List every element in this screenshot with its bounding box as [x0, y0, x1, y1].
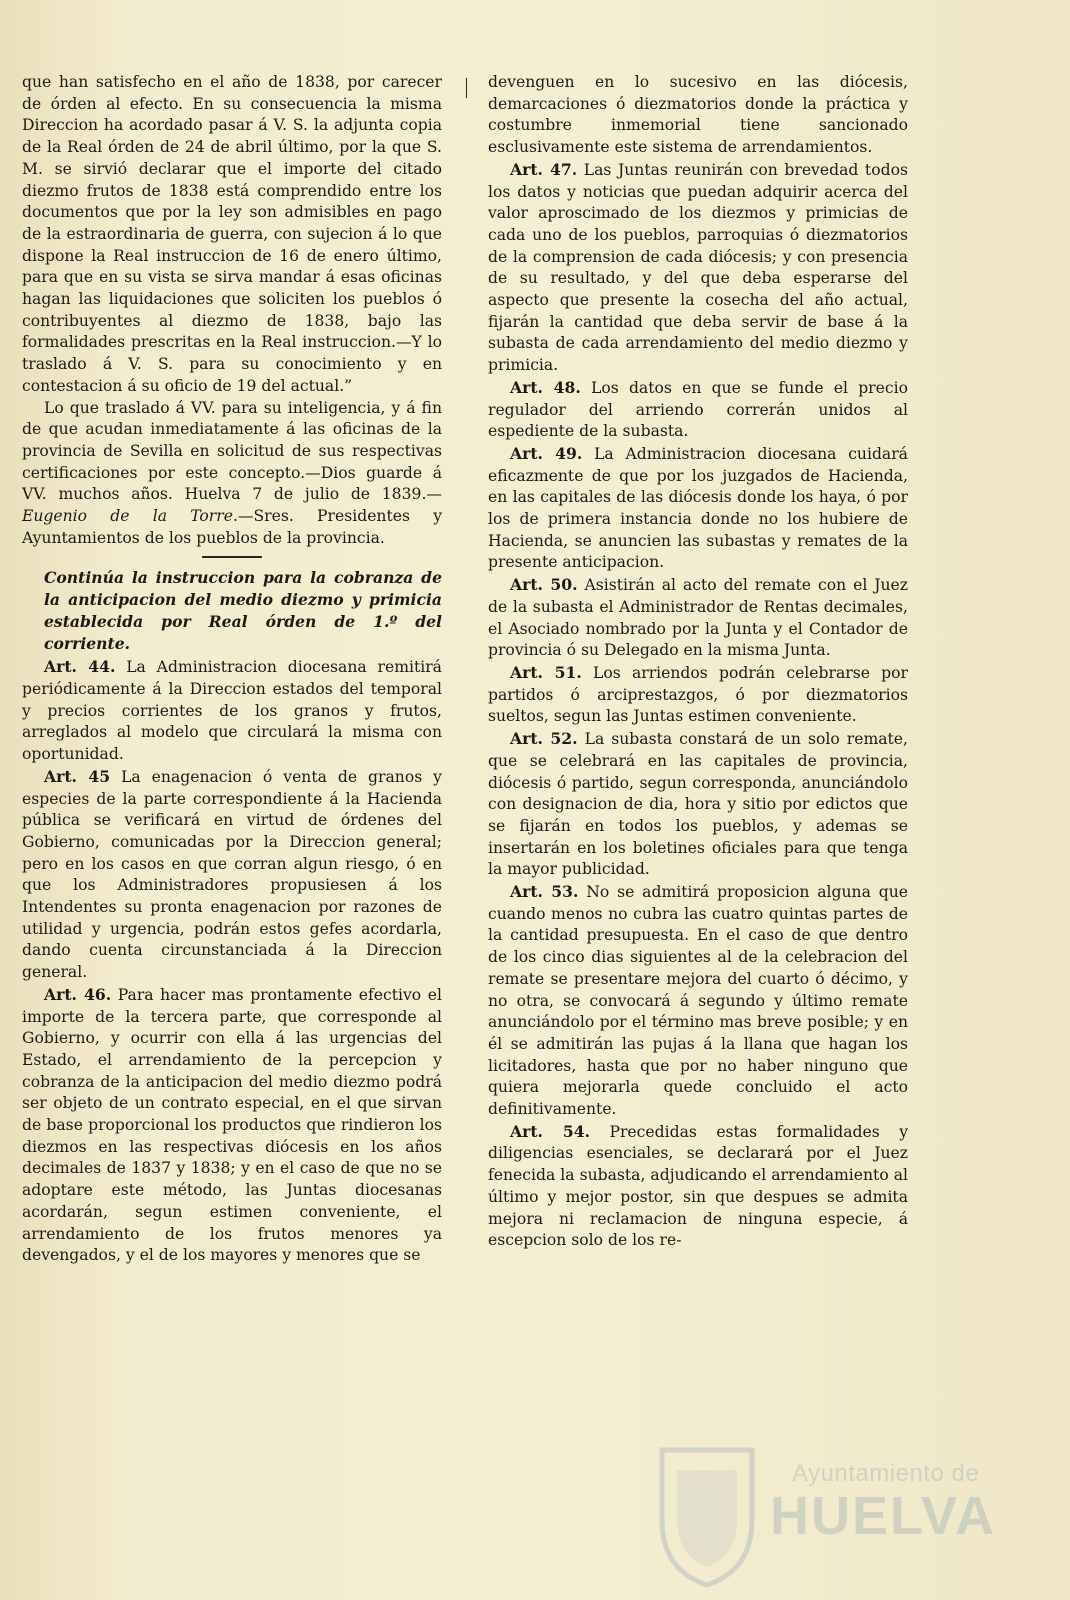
right-column [488, 72, 908, 1252]
article-text: Para hacer mas prontamente efectivo el importe de la tercera parte, que corresponde al Gobierno, y ocurrir con ella á las urgencias del Estado, el arrendamiento de la percepcion y cobranza de la anticipacion del medio diezmo podrá ser objeto de un contrato especial, en el que sirvan de base proporcional los productos que rindieron los diezmos en las respectivas diócesis en los años decimales de 1837 y 1838; y en el caso de que no se adoptare este método, las Juntas diocesanas acordarán, segun estimen conveniente, el arrendamiento de los frutos menores ya devengados, y el de los mayores y menores que se [22, 985, 442, 1265]
continuation-paragraph: devenguen en lo sucesivo en las diócesis, demarcaciones ó diezmatorios donde la práctica y costumbre inmemorial tiene sancionado esclusivamente este sistema de arrendamientos. [488, 73, 908, 157]
article-text: Los datos en que se funde el precio regulador del arriendo correrán unidos al espediente de la subasta. [488, 378, 908, 441]
article-47 [488, 159, 908, 377]
addressees: .—Sres. Presidentes y Ayuntamientos de los pueblos de la provincia. [22, 507, 443, 547]
article-text: La subasta constará de un solo remate, que se celebrará en las capitales de provincia, diócesis ó partido, segun corresponda, anunciándolo con designacion de dia, hora y sitio por edictos que se fijarán en todos los pueblos, y ademas se insertarán en los boletines oficiales para que tenga la mayor publicidad. [488, 730, 908, 879]
article-text: La enagenacion ó venta de granos y especies de la parte correspondiente á la Hacienda pública se verificará en virtud de órdenes del Gobierno, comunicadas por la Direccion general; pero en los casos en que corran algun riesgo, ó en que los Administradores propusiesen á los Intendentes su pronta enagenacion por razones de utilidad y urgencia, podrán estos gefes acordarla, dando cuenta circunstanciada á la Direccion general. [22, 767, 442, 982]
article-text: Asistirán al acto del remate con el Juez de la subasta el Administrador de Rentas decimales, el Asociado nombrado por la Junta y el Contador de provincia ó su Delegado en la misma Junta. [488, 576, 909, 660]
article-text: Las Juntas reunirán con brevedad todos los datos y noticias que puedan adquirir acerca del valor aproscimado de los diezmos y primicias de cada uno de los pueblos, parroquias ó diezmatorios de la comprension de cada diócesis; y con presencia de su resultado, y del que deba esperarse del aspecto que presente la cosecha del año actual, fijarán la cantidad que deba servir de base á la subasta de cada arrendamiento del medio diezmo y primicia. [488, 160, 908, 375]
article-label: Art. 50. [510, 575, 578, 595]
continuation-paragraph: que han satisfecho en el año de 1838, por carecer de órden al efecto. En su consecuencia la misma Direccion ha acordado pasar á V. S. la adjunta copia de la Real órden de 24 de abril último, por la que S. M. se sirvió declarar que el importe del citado diezmo frutos de 1838 está comprendido entre los documentos que por la ley son admisibles en pago de la estraordinaria de guerra, con sujecion á lo que dispone la Real instruccion de 16 de enero último, para que en su vista se sirva mandar á esas oficinas hagan las liquidaciones que soliciten los pueblos ó contribuyentes al diezmo de 1838, bajo las formalidades prescritas en la Real instruccion.—Y lo traslado á V. S. para su conocimiento y en contestacion á su oficio de 19 del actual.” [22, 73, 442, 395]
article-48 [488, 377, 908, 443]
article-51 [488, 662, 908, 728]
article-text: La Administracion diocesana cuidará eficazmente de que por los juzgados de Hacienda, en las capitales de las diócesis donde los haya, ó por los de primera instancia donde no los hubiere de Hacienda, se anuncien las subastas y remates de la presente anticipacion. [488, 444, 908, 572]
article-text: No se admitirá proposicion alguna que cuando menos no cubra las cuatro quintas partes de la cantidad presupuesta. En el caso de que dentro de los cinco dias siguientes al de la celebracion del remate se presentare mejora del cuarto ó décimo, y no otra, se convocará á segundo y último remate anunciándolo por el término mas breve posible; y en él se admitirán las pujas á la llana que hagan los licitadores, hasta que por no haber ninguno que quiera mejorarla quede concluido el acto definitivamente. [488, 883, 908, 1119]
article-label: Art. 46. [44, 984, 112, 1004]
article-text: La Administracion diocesana remitirá periódicamente á la Direccion estados del temporal y precios corrientes de los granos y frutos, arreglados al modelo que circulará la misma con oportunidad. [22, 658, 442, 764]
article-label: Art. 49. [510, 443, 583, 463]
article-44 [22, 656, 442, 766]
instruction-heading: Continúa la instruccion para la cobranza de la anticipacion del medio diezmo y primicia establecida por Real órden de 1.º del corriente. [44, 568, 442, 653]
article-54 [488, 1121, 908, 1252]
column-rule [466, 78, 467, 98]
article-46 [22, 984, 442, 1267]
watermark-line2: HUELVA [770, 1486, 996, 1546]
article-label: Art. 47. [510, 159, 578, 179]
section-divider [202, 556, 262, 558]
article-label: Art. 52. [510, 729, 578, 749]
traslado-paragraph [22, 398, 442, 550]
article-label: Art. 51. [510, 662, 582, 682]
article-50 [488, 574, 908, 662]
left-column [22, 72, 442, 1267]
watermark-line1: Ayuntamiento de [792, 1460, 980, 1487]
signature: Eugenio de la Torre [22, 507, 233, 526]
article-label: Art. 45 [44, 766, 111, 786]
article-label: Art. 54. [510, 1121, 591, 1141]
article-text: Los arriendos podrán celebrarse por partidos ó arciprestazgos, ó por diezmatorios sueltos, segun las Juntas estimen conveniente. [488, 663, 908, 726]
traslado-text: Lo que traslado á VV. para su inteligencia, y á fin de que acudan inmediatamente á las oficinas de la provincia de Sevilla en solicitud de sus respectivas certificaciones por este concepto.—Dios guarde á VV. muchos años. Huelva 7 de julio de 1839.— [22, 398, 442, 504]
article-label: Art. 44. [44, 657, 116, 677]
article-label: Art. 53. [510, 882, 579, 902]
coat-of-arms-icon [652, 1440, 762, 1590]
archive-watermark [652, 1440, 996, 1590]
article-45 [22, 766, 442, 984]
article-text: Precedidas estas formalidades y diligencias esenciales, se declarará por el Juez fenecida la subasta, adjudicando el arrendamiento al último y mejor postor, sin que despues se admita mejora ni reclamacion de ninguna especie, á escepcion solo de los re- [488, 1122, 909, 1250]
article-label: Art. 48. [510, 377, 581, 397]
article-52 [488, 728, 908, 881]
article-49 [488, 443, 908, 574]
article-53 [488, 881, 908, 1121]
